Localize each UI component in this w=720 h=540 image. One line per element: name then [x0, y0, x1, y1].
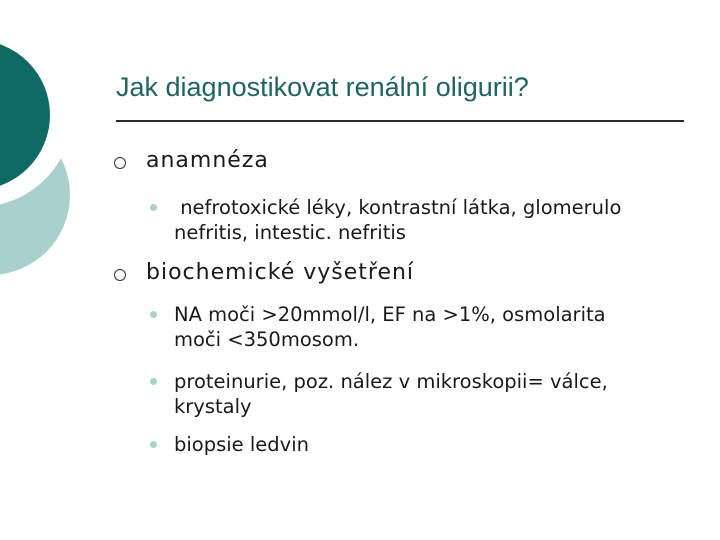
- decorative-circles: [0, 0, 90, 300]
- subitem-text: proteinurie, poz. nález v mikroskopii= válce, krystaly: [174, 370, 608, 418]
- dot-bullet-icon: [150, 378, 157, 385]
- ring-bullet-icon: [114, 157, 126, 169]
- bullet-text: biochemické vyšetření: [146, 260, 415, 285]
- ring-bullet-icon: [114, 269, 126, 281]
- subitem-text: nefrotoxické léky, kontrastní látka, glomerulo nefritis, intestic. nefritis: [174, 196, 628, 244]
- subitem-text: NA moči >20mmol/l, EF na >1%, osmolarita moči <350mosom.: [174, 303, 606, 351]
- subitem-text: biopsie ledvin: [174, 433, 309, 456]
- title-divider: [116, 120, 684, 122]
- dot-bullet-icon: [150, 204, 157, 211]
- bullet-text: anamnéza: [146, 148, 269, 173]
- slide-title: Jak diagnostikovat renální oligurii?: [116, 72, 529, 102]
- dot-bullet-icon: [150, 311, 157, 318]
- dot-bullet-icon: [150, 441, 157, 448]
